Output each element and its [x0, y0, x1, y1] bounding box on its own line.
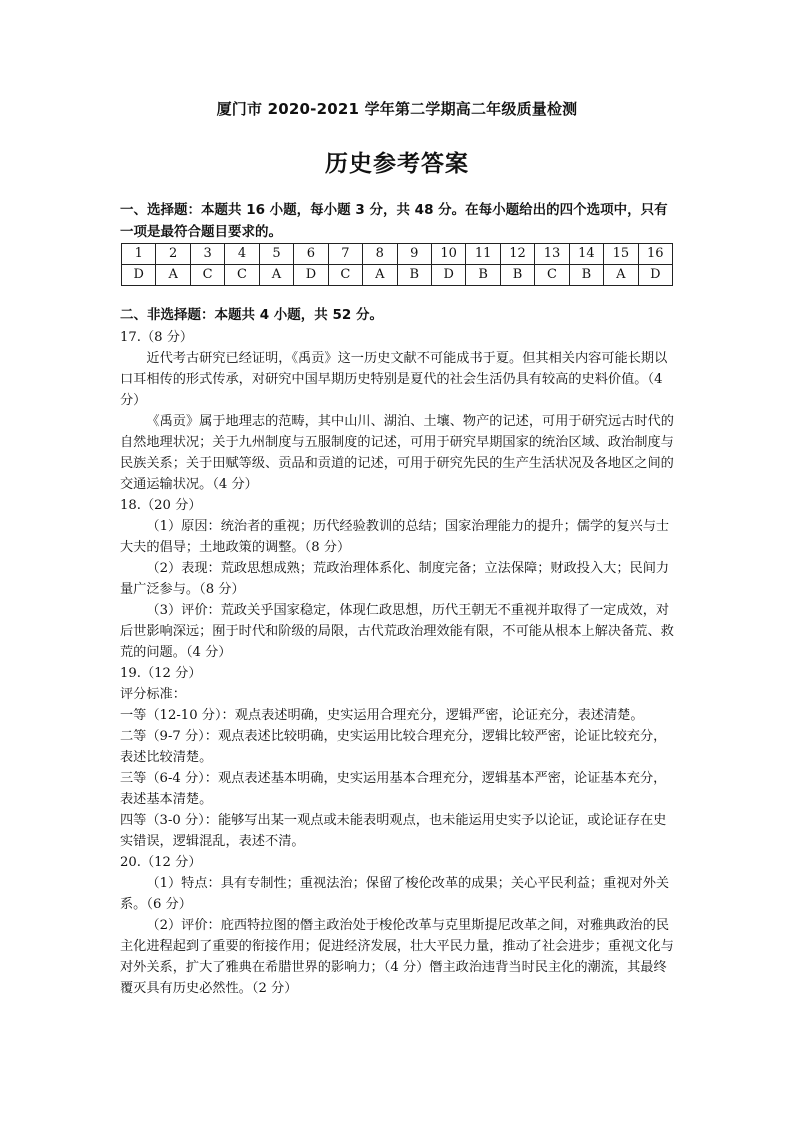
question-number-cell: 11	[466, 244, 500, 265]
q18-paragraph-3: （3）评价：荒政关乎国家稳定，体现仁政思想，历代王朝无不重视并取得了一定成效，对后世影响深远；囿于时代和阶级的局限，古代荒政治理效能有限，不可能从根本上解决备荒、救荒的问题。（4 分）	[120, 603, 674, 660]
answer-cell: B	[569, 265, 603, 286]
question-number-cell: 5	[259, 244, 293, 265]
answer-cell: D	[294, 265, 328, 286]
section2-content	[120, 327, 676, 999]
question-number-cell: 10	[431, 244, 465, 265]
question-number-cell: 12	[500, 244, 534, 265]
answer-cell: A	[156, 265, 190, 286]
q19-grade-2: 二等（9-7 分）：观点表述比较明确，史实运用比较合理充分，逻辑比较严密，论证比较充分，表述比较清楚。	[120, 729, 667, 765]
question-number-cell: 2	[156, 244, 190, 265]
answer-cell: B	[466, 265, 500, 286]
q20-paragraph-2: （2）评价：庇西特拉图的僭主政治处于梭伦改革与克里斯提尼改革之间，对雅典政治的民主化进程起到了重要的衔接作用；促进经济发展，壮大平民力量，推动了社会进步；重视文化与对外关系，扩大了雅典在希腊世界的影响力；（4 分）僭主政治违背当时民主化的潮流，其最终覆灭具有历史必然性。（2 分）	[120, 918, 674, 996]
question-number-cell: 7	[328, 244, 362, 265]
answer-cell: C	[535, 265, 569, 286]
q17-label: 17.（8 分）	[120, 330, 194, 345]
answer-cell: D	[638, 265, 672, 286]
question-number-row	[122, 244, 673, 265]
q19-grade-3: 三等（6-4 分）：观点表述基本明确，史实运用基本合理充分，逻辑基本严密，论证基本充分，表述基本清楚。	[120, 771, 667, 807]
q19-criteria-heading: 评分标准：	[120, 687, 186, 702]
section1-heading-line1: 一、选择题：本题共 16 小题，每小题 3 分，共 48 分。在每小题给出的四个选项中，只有	[120, 202, 668, 218]
section1-heading-line2: 一项是最符合题目要求的。	[120, 224, 282, 240]
answer-cell: A	[363, 265, 397, 286]
answer-cell: D	[431, 265, 465, 286]
question-number-cell: 8	[363, 244, 397, 265]
answer-cell: B	[500, 265, 534, 286]
question-number-cell: 1	[122, 244, 156, 265]
q18-paragraph-2: （2）表现：荒政思想成熟；荒政治理体系化、制度完备；立法保障；财政投入大；民间力量广泛参与。（8 分）	[120, 561, 670, 597]
question-number-cell: 14	[569, 244, 603, 265]
question-number-cell: 13	[535, 244, 569, 265]
q17-paragraph-2: 《禹贡》属于地理志的范畴，其中山川、湖泊、土壤、物产的记述，可用于研究远古时代的自然地理状况；关于九州制度与五服制度的记述，可用于研究早期国家的统治区域、政治制度与民族关系；关于田赋等级、贡品和贡道的记述，可用于研究先民的生产生活状况及各地区之间的交通运输状况。（4 分）	[120, 414, 674, 492]
answer-cell: A	[604, 265, 638, 286]
answer-cell: B	[397, 265, 431, 286]
q19-grade-1: 一等（12-10 分）：观点表述明确，史实运用合理充分，逻辑严密，论证充分，表述清楚。	[120, 708, 644, 723]
question-number-cell: 15	[604, 244, 638, 265]
q19-label: 19.（12 分）	[120, 666, 202, 681]
q20-paragraph-1: （1）特点：具有专制性；重视法治；保留了梭伦改革的成果；关心平民利益；重视对外关系。（6 分）	[120, 876, 670, 912]
q19-grade-4: 四等（3-0 分）：能够写出某一观点或未能表明观点，也未能运用史实予以论证，或论证存在史实错误，逻辑混乱，表述不清。	[120, 813, 667, 849]
question-number-cell: 3	[190, 244, 224, 265]
question-number-cell: 9	[397, 244, 431, 265]
q18-label: 18.（20 分）	[120, 498, 202, 513]
question-number-cell: 6	[294, 244, 328, 265]
answer-table	[121, 243, 673, 286]
exam-title: 厦门市 2020-2021 学年第二学期高二年级质量检测	[216, 100, 578, 118]
answer-cell: C	[190, 265, 224, 286]
q20-label: 20.（12 分）	[120, 855, 202, 870]
section2-heading: 二、非选择题：本题共 4 小题，共 52 分。	[120, 307, 383, 323]
answer-cell: C	[328, 265, 362, 286]
q18-paragraph-1: （1）原因：统治者的重视；历代经验教训的总结；国家治理能力的提升；儒学的复兴与士大夫的倡导；土地政策的调整。（8 分）	[120, 519, 670, 555]
section1-heading	[120, 199, 680, 243]
question-number-cell: 16	[638, 244, 672, 265]
answer-cell: A	[259, 265, 293, 286]
question-number-cell: 4	[225, 244, 259, 265]
document-title: 历史参考答案	[325, 151, 469, 177]
answer-cell: D	[122, 265, 156, 286]
answer-row	[122, 265, 673, 286]
q17-paragraph-1: 近代考古研究已经证明，《禹贡》这一历史文献不可能成书于夏。但其相关内容可能长期以口耳相传的形式传承，对研究中国早期历史特别是夏代的社会生活仍具有较高的史料价值。（4 分）	[120, 351, 668, 408]
answer-cell: C	[225, 265, 259, 286]
